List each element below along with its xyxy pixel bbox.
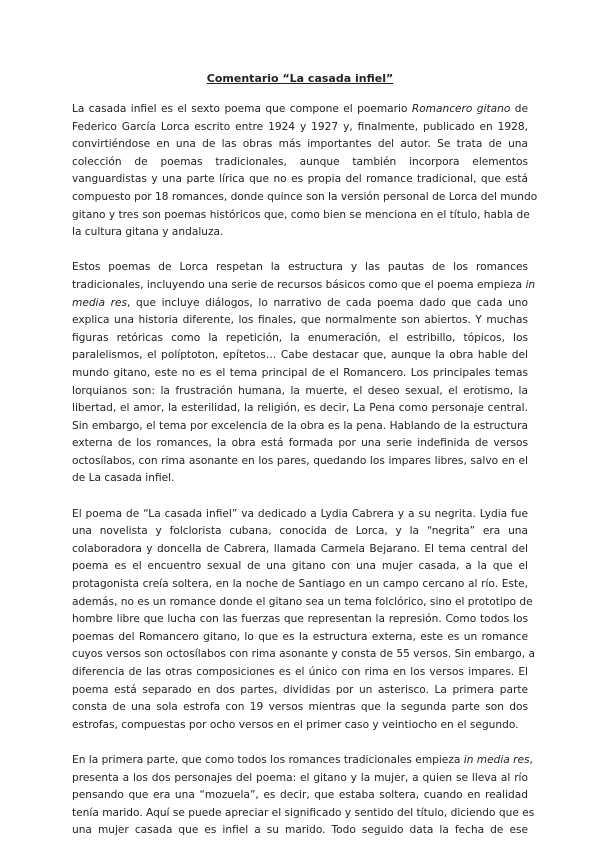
text-line — [72, 383, 528, 401]
paragraph — [72, 752, 535, 840]
text-segment: Federico García Lorca escrito entre 1924 y 1927 y, finalmente, publicado en 1928, — [72, 120, 528, 133]
text-segment: estrofas, compuestas por ocho versos en el primer caso y veintiocho en el segundo. — [72, 718, 519, 731]
text-line — [72, 312, 528, 330]
text-line — [72, 119, 528, 137]
text-segment: octosílabos, con rima asonante en los pares, quedando los impares libres, salvo en el — [72, 454, 528, 467]
text-segment: además, no es un romance donde el gitano sea un tema folclórico, sino el prototipo de — [72, 595, 533, 608]
text-segment: cuyos versos son octosílabos con rima asonante y consta de 55 versos. Sin embargo, a — [72, 648, 535, 661]
text-segment: de — [510, 103, 528, 115]
text-line — [72, 347, 528, 365]
text-line — [72, 171, 528, 189]
text-segment: presenta a los dos personajes del poema: el gitano y la mujer, a quien se lleva al río — [72, 771, 528, 784]
text-line — [72, 682, 528, 700]
text-line — [72, 259, 528, 277]
text-segment: poema está separado en dos partes, divididas por un asterisco. La primera parte — [72, 683, 528, 696]
text-line — [72, 101, 528, 119]
text-segment: colaboradora y doncella de Cabrera, llamada Carmela Bejarano. El tema central del — [72, 542, 528, 555]
text-line — [72, 611, 528, 629]
text-line — [72, 770, 528, 788]
text-segment: explica una historia diferente, los finales, que normalmente son abiertos. Y muchas — [72, 314, 528, 327]
italic-text: media res — [72, 296, 128, 309]
text-line — [72, 207, 528, 225]
text-line — [72, 277, 536, 295]
text-segment: La casada infiel es el sexto poema que compone el poemario — [72, 103, 412, 115]
text-segment: mundo gitano, este no es el tema principal de el Romancero. Los principales temas — [72, 366, 528, 379]
italic-text: in — [525, 278, 536, 291]
paragraph — [72, 259, 536, 488]
text-line — [72, 752, 533, 770]
text-line — [72, 506, 528, 524]
text-line — [72, 717, 528, 735]
text-segment: pensando que era una “mozuela”, es decir, que estaba soltera, cuando en realidad — [72, 789, 528, 802]
italic-text: Romancero gitano — [411, 103, 511, 115]
text-line — [72, 822, 528, 840]
document-body — [72, 101, 538, 858]
text-segment: figuras retóricas como la repetición, la enumeración, el estribillo, tópicos, los — [72, 331, 528, 344]
text-segment: colección de poemas tradicionales, aunque también incorpora elementos — [72, 155, 528, 168]
text-segment: protagonista creía soltera, en la noche de Santiago en un campo cercano al río. Este, — [72, 578, 528, 591]
text-line — [72, 330, 528, 348]
text-segment: la cultura gitana y andaluza. — [72, 226, 224, 239]
text-segment: compuesto por 18 romances, donde quince son la versión personal de Lorca del mundo — [72, 190, 538, 203]
text-segment: una novelista y folclorista cubana, conocida de Lorca, y la “negrita” era una — [72, 525, 528, 538]
text-line — [72, 576, 528, 594]
text-segment: En la primera parte, que como todos los romances tradicionales empieza — [72, 753, 464, 766]
document-title: Comentario “La casada infiel” — [206, 72, 394, 85]
text-segment: poema es el encuentro sexual de una gitano con una mujer casada, a la que el — [72, 560, 528, 573]
text-segment: paralelismos, el políptoton, epítetos… Cabe destacar que, aunque la obra hable del — [72, 349, 528, 362]
text-segment: de La casada infiel. — [72, 472, 175, 485]
text-segment: tradicionales, incluyendo una serie de recursos básicos como que el poema empieza — [72, 278, 526, 291]
text-line — [72, 787, 528, 805]
text-line — [72, 629, 528, 647]
text-line — [72, 470, 528, 488]
text-segment: consta de una sola estrofa con 19 versos mientras que la segunda parte son dos — [72, 701, 528, 714]
text-line — [72, 646, 535, 664]
text-segment: vanguardistas y una parte lírica que no es propia del romance tradicional, que está — [72, 173, 528, 186]
text-segment: Estos poemas de Lorca respetan la estructura y las pautas de los romances — [72, 261, 528, 274]
text-segment: , — [529, 753, 533, 766]
text-line — [72, 558, 528, 576]
text-line — [72, 453, 528, 471]
text-segment: libertad, el amor, la esterilidad, la religión, es decir, La Pena como personaje central. — [72, 402, 528, 415]
text-line — [72, 154, 528, 172]
text-segment: Sin embargo, el tema por excelencia de la obra es la pena. Hablando de la estructura — [72, 419, 528, 432]
text-line — [72, 400, 528, 418]
paragraph — [72, 506, 535, 735]
text-segment: hombre libre que lucha con las fuerzas que representan la represión. Como todos los — [72, 613, 528, 626]
text-segment: El poema de “La casada infiel” va dedicado a Lydia Cabrera y a su negrita. Lydia fue — [72, 507, 528, 520]
text-segment: diferencia de las otras composiciones es el único con rima en los versos impares. El — [72, 666, 528, 678]
text-line — [72, 224, 528, 242]
text-segment: poemas del Romancero gitano, lo que es la estructura externa, este es un romance — [72, 630, 528, 643]
text-segment: gitano y tres son poemas históricos que, como bien se menciona en el título, habla de — [72, 208, 530, 221]
text-line — [72, 418, 528, 436]
paragraph — [72, 101, 538, 242]
text-line — [72, 435, 528, 453]
text-segment: una mujer casada que es infiel a su marido. Todo seguido data la fecha de ese — [72, 824, 528, 837]
text-line — [72, 136, 528, 154]
text-segment: convirtiéndose en una de las obras más importantes del autor. Se trata de una — [72, 138, 528, 151]
text-line — [72, 295, 528, 313]
text-line — [72, 189, 538, 207]
text-segment: externa de los romances, la obra está formada por una serie indefinida de versos — [72, 437, 528, 450]
italic-text: in media res — [463, 753, 530, 766]
text-line — [72, 523, 528, 541]
text-segment: lorquianos son: la frustración humana, la muerte, el deseo sexual, el erotismo, la — [72, 384, 528, 397]
text-segment: , que incluye diálogos, lo narrativo de cada poema dado que cada uno — [127, 296, 528, 309]
text-line — [72, 594, 533, 612]
text-segment: tenía marido. Aquí se puede apreciar el significado y sentido del título, diciendo que es — [72, 806, 535, 819]
text-line — [72, 664, 528, 682]
text-line — [72, 541, 528, 559]
text-line — [72, 699, 528, 717]
text-line — [72, 365, 528, 383]
text-line — [72, 805, 535, 823]
